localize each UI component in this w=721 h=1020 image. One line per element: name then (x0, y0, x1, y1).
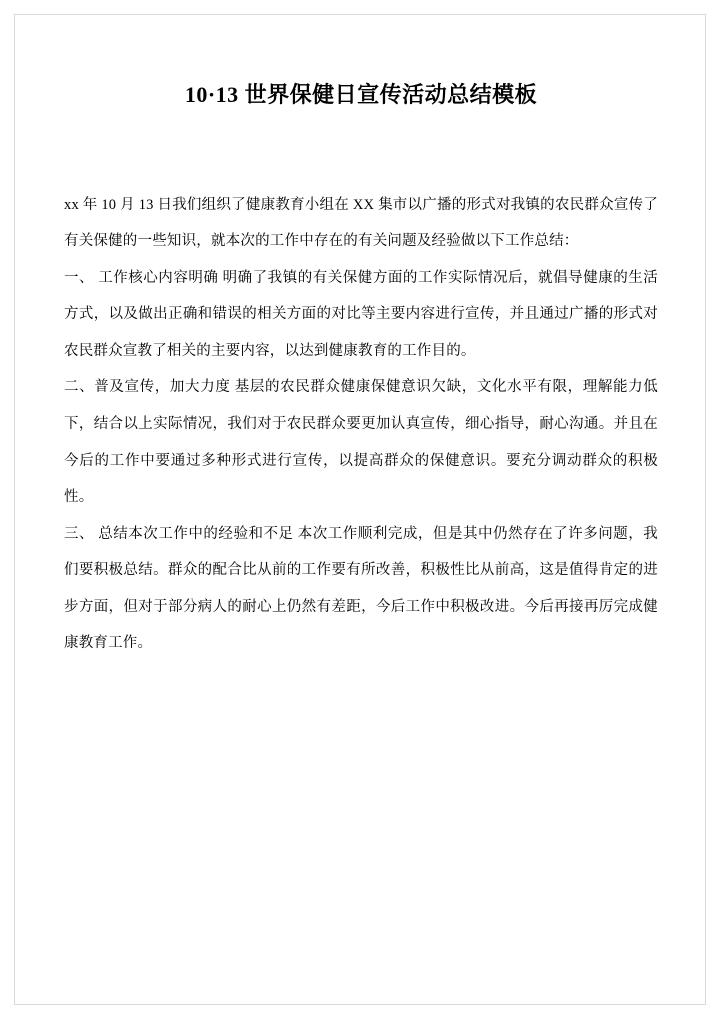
document-body (64, 187, 658, 662)
paragraph-1: xx 年 10 月 13 日我们组织了健康教育小组在 XX 集市以广播的形式对我镇的农民群众宣传了有关保健的一些知识，就本次的工作中存在的有关问题及经验做以下工作总结： (64, 196, 658, 250)
paragraph-2: 一、 工作核心内容明确 明确了我镇的有关保健方面的工作实际情况后，就倡导健康的生活方式，以及做出正确和错误的相关方面的对比等主要内容进行宣传，并且通过广播的形式对农民群众宣教了相关的主要内容，以达到健康教育的工作目的。 (64, 269, 658, 359)
document-content (64, 72, 658, 662)
paragraph-4: 三、 总结本次工作中的经验和不足 本次工作顺利完成，但是其中仍然存在了许多问题，我们要积极总结。群众的配合比从前的工作要有所改善，积极性比从前高，这是值得肯定的进步方面，但对于部分病人的耐心上仍然有差距，今后工作中积极改进。今后再接再厉完成健康教育工作。 (64, 525, 658, 652)
page-title: 10·13 世界保健日宣传活动总结模板 (184, 82, 538, 107)
paragraph-3: 二、普及宣传，加大力度 基层的农民群众健康保健意识欠缺，文化水平有限，理解能力低下，结合以上实际情况，我们对于农民群众要更加认真宣传，细心指导，耐心沟通。并且在今后的工作中要通过多种形式进行宣传，以提高群众的保健意识。要充分调动群众的积极性。 (64, 379, 658, 506)
